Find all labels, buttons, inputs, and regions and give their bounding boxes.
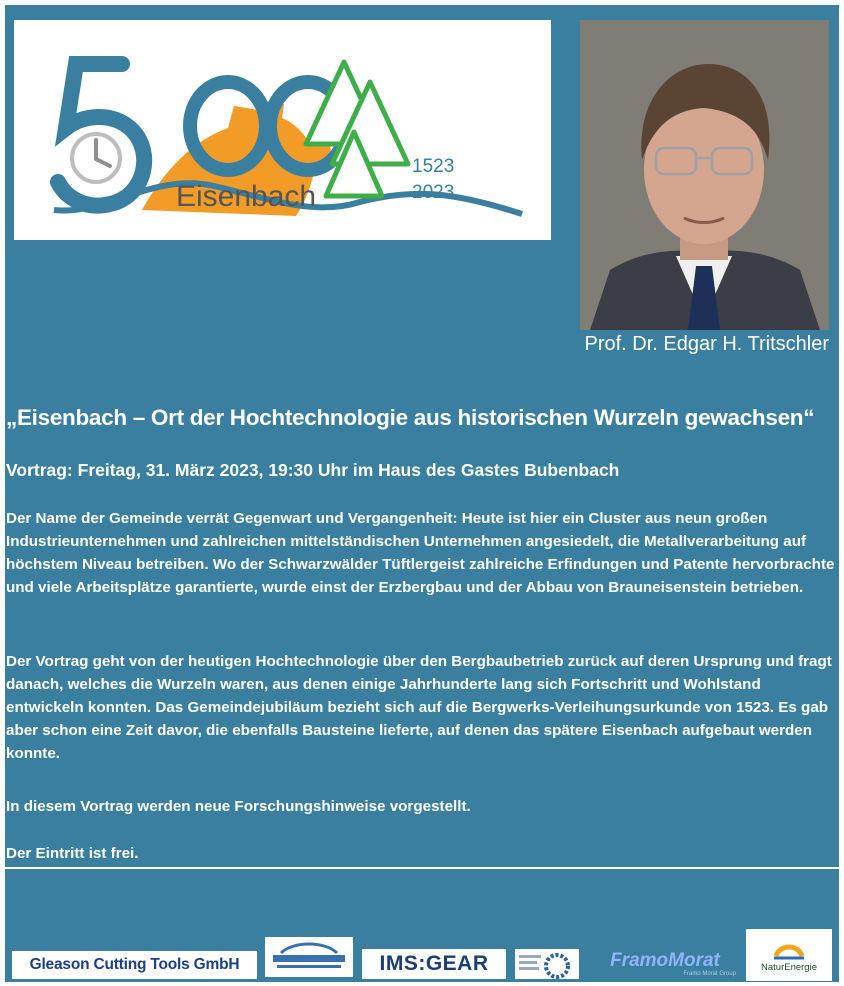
admission-note: Der Eintritt ist frei.: [6, 845, 139, 862]
sponsor-gleason: Gleason Cutting Tools GmbH: [12, 951, 257, 979]
description-paragraph-1: Der Name der Gemeinde verrät Gegenwart und Vergangenheit: Heute ist hier ein Cluster aus neun großen Industrieunternehmen und zahlreichen mittelständischen Unternehmen angesiedelt, die Metallverarbeitung auf höchstem Niveau betreiben. Wo der Schwarzwälder Tüftlergeist zahlreiche Erfindungen und Patente hervorbrachte und viele Arbeitsplätze garantierte, wurde einst der Erzbergbau und der Abbau von Brauneisenstein betrieben.: [6, 510, 835, 596]
logo-town-name: Eisenbach: [176, 180, 317, 213]
sponsor-gsc-logo-icon: [515, 949, 579, 979]
naturenergie-label: NaturEnergie: [761, 961, 817, 973]
jubilee-logo-graphic: [14, 20, 551, 240]
lecture-title: „Eisenbach – Ort der Hochtechnologie aus historischen Wurzeln gewachsen“: [6, 405, 815, 430]
description-paragraph-2: Der Vortrag geht von der heutigen Hochtechnologie über den Bergbaubetrieb zurück auf deren Ursprung und fragt danach, welches die Wurzeln waren, aus denen einige Jahrhunderte lang sich Fortschritt und Wohlstand entwickeln konnten. Das Gemeindejubiläum bezieht sich auf die Bergwerks-Verleihungsurkunde von 1523. Es gab aber schon eine Zeit davor, die ebenfalls Bausteine lieferte, auf denen das spätere Eisenbach aufgebaut werden konnte.: [6, 653, 832, 762]
sponsor-framo-morat: [590, 945, 740, 977]
speaker-portrait: [580, 20, 829, 330]
flyer-panel: [5, 5, 839, 982]
speaker-caption: Prof. Dr. Edgar H. Tritschler: [584, 333, 829, 355]
logo-year-start: 1523: [412, 156, 455, 177]
framo-morat-name: FramoMorat: [610, 950, 720, 971]
portrait-photo-icon: [580, 20, 829, 330]
jubilee-logo: [14, 20, 551, 240]
sponsor-ims-gear: IMS:GEAR: [362, 949, 506, 979]
naturenergie-icon: [772, 938, 806, 960]
sponsor-bar: [5, 869, 839, 982]
sponsor-naturenergie: [746, 929, 832, 981]
sponsor-gebaeudereinigung-logo-icon: [265, 937, 353, 977]
research-note: In diesem Vortrag werden neue Forschungshinweise vorgestellt.: [6, 798, 471, 815]
event-line: Vortrag: Freitag, 31. März 2023, 19:30 Uhr im Haus des Gastes Bubenbach: [6, 460, 620, 480]
logo-year-end: 2023: [412, 182, 455, 203]
framo-morat-sub: Framo Morat Group: [683, 971, 736, 977]
